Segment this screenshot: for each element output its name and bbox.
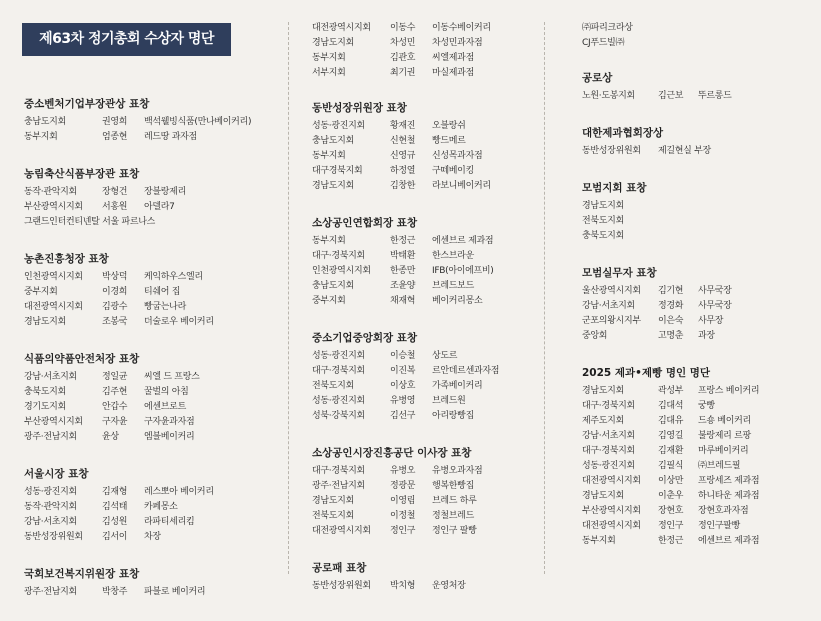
person-name: 김서이	[102, 532, 128, 542]
branch-name: 대전광역시지회	[24, 302, 83, 312]
awardee-row	[24, 370, 284, 385]
business-name: 오블랑쉬	[432, 121, 466, 131]
section-title: 2025 제과•제빵 명인 명단	[582, 367, 711, 379]
awardee-row	[312, 134, 542, 149]
person-name: 서홍원	[102, 202, 128, 212]
person-name: 김기현	[658, 286, 684, 296]
section-title: 공로패 표창	[312, 562, 367, 574]
section-title: 식품의약품안전처장 표창	[24, 353, 140, 365]
branch-name: 전북도지회	[312, 511, 354, 521]
business-name: 프랑스 베이커리	[698, 386, 760, 396]
awardee-row	[24, 530, 284, 545]
branch-name: 동작·관악지회	[24, 187, 77, 197]
awardee-row	[312, 409, 542, 424]
branch-name: 중부지회	[24, 287, 58, 297]
branch-name: 대전광역시지회	[312, 526, 371, 536]
branch-name: 동부지회	[582, 536, 616, 546]
person-name: 정인구	[658, 521, 684, 531]
branch-name: 성동·광진지회	[312, 396, 365, 406]
business-name: 케익하우스엘리	[144, 272, 203, 282]
business-name: 행복한빵집	[432, 481, 474, 491]
business-name: 레드땅 과자점	[144, 132, 197, 142]
branch-name: 광주·전남지회	[312, 481, 365, 491]
business-name: 구떼베이킹	[432, 166, 474, 176]
awardee-row	[312, 264, 542, 279]
person-name: 이승철	[390, 351, 416, 361]
business-name: IFB(아이에프비)	[432, 266, 494, 276]
person-name: 조윤양	[390, 281, 416, 291]
business-name: 정철브레드	[432, 511, 474, 521]
branch-name: 대구·경북지회	[312, 466, 365, 476]
awardee-row	[312, 379, 542, 394]
person-name: 김주현	[102, 387, 128, 397]
branch-name: 충남도지회	[312, 281, 354, 291]
business-name: 사무국장	[698, 301, 732, 311]
branch-name: 대전광역시지회	[582, 476, 641, 486]
branch-name: 대전광역시지회	[582, 521, 641, 531]
person-name: 김영길	[658, 431, 684, 441]
awardee-row	[312, 364, 542, 379]
award-section	[312, 21, 542, 81]
business-name: 베이커리몽소	[432, 296, 483, 306]
branch-name: 충북도지회	[24, 387, 66, 397]
person-name: 한정근	[390, 236, 416, 246]
person-name: 김근보	[658, 91, 684, 101]
branch-name: 대구·경북지회	[582, 446, 635, 456]
award-section	[582, 265, 818, 344]
award-column-2	[312, 21, 542, 615]
branch-name: 동부지회	[312, 151, 346, 161]
award-column-1	[24, 96, 284, 621]
awardee-row	[312, 249, 542, 264]
branch-name: 중앙회	[582, 331, 608, 341]
business-name: 더술로우 베이커리	[144, 317, 214, 327]
award-column-3	[582, 21, 818, 570]
section-title: 동반성장위원장 표창	[312, 102, 407, 114]
person-name: 김광수	[102, 302, 128, 312]
section-title: 중소벤처기업부장관상 표창	[24, 98, 150, 110]
awardee-row	[24, 270, 284, 285]
awardee-row	[582, 519, 818, 534]
section-title: 모범지회 표창	[582, 182, 647, 194]
person-name: 이상호	[390, 381, 416, 391]
section-title: 공로상	[582, 72, 613, 84]
branch-name: 전북도지회	[582, 216, 624, 226]
business-name: 장블랑제리	[144, 187, 186, 197]
award-section	[312, 560, 542, 594]
person-name: 제길현실 부장	[658, 146, 711, 156]
awardee-row	[312, 51, 542, 66]
section-title: 소상공인연합회장 표창	[312, 217, 418, 229]
branch-name: 중부지회	[312, 296, 346, 306]
business-name: 티쉐어 집	[144, 287, 181, 297]
business-name: 에센브르 제과점	[698, 536, 760, 546]
person-name: 박태환	[390, 251, 416, 261]
person-name: 김성원	[102, 517, 128, 527]
section-title: 중소기업중앙회장 표창	[312, 332, 418, 344]
person-name: 유병영	[390, 396, 416, 406]
awardee-row	[312, 164, 542, 179]
person-name: 신현철	[390, 136, 416, 146]
person-name: 곽성부	[658, 386, 684, 396]
awardee-row	[582, 474, 818, 489]
business-name: 사무장	[698, 316, 724, 326]
awardee-row	[312, 234, 542, 249]
awardee-row	[24, 185, 284, 200]
branch-name: 대구경북지회	[312, 166, 363, 176]
business-name: 라보니베이커리	[432, 181, 491, 191]
business-name: 마실제과점	[432, 68, 474, 78]
branch-name: 광주·전남지회	[24, 587, 77, 597]
awardee-row	[582, 414, 818, 429]
business-name: 파블로 베이커리	[144, 587, 206, 597]
business-name: 씨엘제과점	[432, 53, 474, 63]
awardee-row	[24, 285, 284, 300]
business-name: 상도르	[432, 351, 458, 361]
branch-name: 동부지회	[312, 236, 346, 246]
person-name: 김대석	[658, 401, 684, 411]
awardee-row	[582, 429, 818, 444]
person-name: 장현호	[658, 506, 684, 516]
awardee-row	[582, 399, 818, 414]
person-name: 이영림	[390, 496, 416, 506]
awardee-row	[24, 500, 284, 515]
branch-name: 그랜드인터컨티넨탈 서울 파르나스	[24, 217, 156, 227]
branch-name: 동작·관악지회	[24, 502, 77, 512]
awardee-row	[312, 279, 542, 294]
business-name: 에센브르 제과점	[432, 236, 494, 246]
person-name: 이은숙	[658, 316, 684, 326]
person-name: 김관호	[390, 53, 416, 63]
awardee-row	[582, 284, 818, 299]
branch-name: 충남도지회	[24, 117, 66, 127]
section-title: 소상공인시장진흥공단 이사장 표창	[312, 447, 472, 459]
award-section	[312, 100, 542, 194]
business-name: 브레드 하루	[432, 496, 477, 506]
person-name: 한종만	[390, 266, 416, 276]
awardee-row	[312, 119, 542, 134]
branch-name: 대구·경북지회	[582, 401, 635, 411]
business-name: 유병오과자점	[432, 466, 483, 476]
branch-name: 인천광역시지회	[24, 272, 83, 282]
award-section	[582, 21, 818, 51]
branch-name: 전북도지회	[312, 381, 354, 391]
section-title: 서울시장 표창	[24, 468, 89, 480]
awardee-row	[582, 89, 818, 104]
awardee-row	[582, 36, 818, 51]
business-name: 아리랑빵집	[432, 411, 474, 421]
awardee-row	[582, 144, 818, 159]
branch-name: 경남도지회	[312, 496, 354, 506]
branch-name: 부산광역시지회	[582, 506, 641, 516]
person-name: 이춘우	[658, 491, 684, 501]
award-section	[24, 466, 284, 545]
business-name: 르안데르센과자점	[432, 366, 500, 376]
award-section	[312, 215, 542, 309]
business-name: 빵굽는나라	[144, 302, 186, 312]
person-name: 이경희	[102, 287, 128, 297]
business-name: 프랑세즈 제과점	[698, 476, 760, 486]
business-name: 정인구팔빵	[698, 521, 740, 531]
person-name: 한정근	[658, 536, 684, 546]
person-name: 채재혁	[390, 296, 416, 306]
person-name: 정인구	[390, 526, 416, 536]
business-name: 마루베이커리	[698, 446, 749, 456]
person-name: 이진복	[390, 366, 416, 376]
award-section	[582, 365, 818, 549]
business-name: 장현호과자점	[698, 506, 749, 516]
awardee-row	[582, 534, 818, 549]
business-name: 브레드보드	[432, 281, 474, 291]
awardee-row	[582, 314, 818, 329]
branch-name: 강남·서초지회	[24, 517, 77, 527]
branch-name: CJ푸드빌㈜	[582, 38, 625, 48]
awardee-row	[312, 494, 542, 509]
branch-name: 경남도지회	[582, 386, 624, 396]
business-name: 궁빵	[698, 401, 715, 411]
awardee-row	[24, 515, 284, 530]
awardee-row	[312, 394, 542, 409]
branch-name: 인천광역시지회	[312, 266, 371, 276]
awardee-row	[24, 200, 284, 215]
business-name: 정인구 팔빵	[432, 526, 477, 536]
award-section	[582, 125, 818, 159]
award-section	[582, 70, 818, 104]
awardee-row	[582, 214, 818, 229]
business-name: 씨엘 드 프랑스	[144, 372, 200, 382]
awardee-row	[312, 36, 542, 51]
person-name: 신영규	[390, 151, 416, 161]
column-divider	[544, 22, 545, 574]
awardee-row	[24, 485, 284, 500]
person-name: 장형건	[102, 187, 128, 197]
branch-name: 동반성장위원회	[24, 532, 83, 542]
awardee-row	[24, 115, 284, 130]
branch-name: 부산광역시지회	[24, 417, 83, 427]
business-name: 엠블베이커리	[144, 432, 195, 442]
branch-name: 강남·서초지회	[24, 372, 77, 382]
business-name: 가족베이커리	[432, 381, 483, 391]
branch-name: 강남·서초지회	[582, 431, 635, 441]
branch-name: 성동·광진지회	[24, 487, 77, 497]
awardee-row	[582, 504, 818, 519]
awardee-row	[312, 179, 542, 194]
awardee-row	[582, 489, 818, 504]
branch-name: 대구·경북지회	[312, 366, 365, 376]
branch-name: 성북·강북지회	[312, 411, 365, 421]
awardee-row	[582, 329, 818, 344]
business-name: 이동수베이커리	[432, 23, 491, 33]
branch-name: 동반성장위원회	[312, 581, 371, 591]
award-section	[312, 445, 542, 539]
awardee-row	[312, 349, 542, 364]
awardee-row	[582, 199, 818, 214]
business-name: 뚜르롱드	[698, 91, 732, 101]
awardee-row	[312, 524, 542, 539]
person-name: 박치형	[390, 581, 416, 591]
branch-name: 경기도지회	[24, 402, 66, 412]
business-name: 백석웰빙식품(만나베이커리)	[144, 117, 252, 127]
branch-name: 군포의왕시지부	[582, 316, 641, 326]
branch-name: 부산광역시지회	[24, 202, 83, 212]
business-name: 꿀벌의 아침	[144, 387, 189, 397]
page-title: 제63차 정기총회 수상자 명단	[22, 23, 231, 56]
business-name: 차장	[144, 532, 161, 542]
awardee-row	[24, 430, 284, 445]
person-name: 정경화	[658, 301, 684, 311]
section-title: 국회보건복지위원장 표창	[24, 568, 140, 580]
awardee-row	[582, 459, 818, 474]
branch-name: 경남도지회	[582, 491, 624, 501]
section-title: 농림축산식품부장관 표창	[24, 168, 140, 180]
person-name: 정일균	[102, 372, 128, 382]
person-name: 이동수	[390, 23, 416, 33]
person-name: 김창한	[390, 181, 416, 191]
award-section	[24, 96, 284, 145]
award-section	[312, 330, 542, 424]
awardee-row	[312, 479, 542, 494]
award-section	[24, 251, 284, 330]
person-name: 박상덕	[102, 272, 128, 282]
person-name: 이상만	[658, 476, 684, 486]
business-name: 드숑 베이커리	[698, 416, 751, 426]
awardee-row	[582, 21, 818, 36]
business-name: ㈜브레드필	[698, 461, 741, 471]
person-name: 고명춘	[658, 331, 684, 341]
award-section	[582, 180, 818, 244]
branch-name: 경남도지회	[312, 181, 354, 191]
person-name: 차성민	[390, 38, 416, 48]
awardee-row	[312, 66, 542, 81]
awardee-row	[312, 149, 542, 164]
person-name: 구자윤	[102, 417, 128, 427]
award-section	[24, 566, 284, 600]
business-name: 라파티세리킴	[144, 517, 195, 527]
business-name: 운영처장	[432, 581, 466, 591]
person-name: 김선구	[390, 411, 416, 421]
branch-name: 노원·도봉지회	[582, 91, 635, 101]
branch-name: 동부지회	[312, 53, 346, 63]
awardee-row	[24, 400, 284, 415]
person-name: 박창주	[102, 587, 128, 597]
awardee-row	[312, 509, 542, 524]
awardee-row	[312, 579, 542, 594]
award-section	[24, 351, 284, 445]
awardee-row	[312, 294, 542, 309]
branch-name: 경남도지회	[582, 201, 624, 211]
person-name: 안갑수	[102, 402, 128, 412]
awardee-row	[312, 21, 542, 36]
branch-name: 대구·경북지회	[312, 251, 365, 261]
awardee-row	[24, 215, 284, 230]
business-name: 에센브로트	[144, 402, 186, 412]
awardee-row	[24, 385, 284, 400]
awardee-row	[312, 464, 542, 479]
business-name: 한스브라운	[432, 251, 474, 261]
business-name: 빵드메르	[432, 136, 466, 146]
branch-name: 대전광역시지회	[312, 23, 371, 33]
business-name: 차성민과자점	[432, 38, 483, 48]
section-title: 모범실무자 표창	[582, 267, 657, 279]
awardee-row	[24, 315, 284, 330]
person-name: 엄종현	[102, 132, 128, 142]
section-title: 농촌진흥청장 표창	[24, 253, 109, 265]
awardee-row	[24, 300, 284, 315]
branch-name: 경남도지회	[312, 38, 354, 48]
business-name: 레스뽀아 베이커리	[144, 487, 214, 497]
person-name: 이정철	[390, 511, 416, 521]
awardee-row	[582, 229, 818, 244]
branch-name: 경남도지회	[24, 317, 66, 327]
person-name: 김재환	[658, 446, 684, 456]
business-name: 구자윤과자점	[144, 417, 195, 427]
person-name: 김대유	[658, 416, 684, 426]
person-name: 윤상	[102, 432, 119, 442]
person-name: 권영희	[102, 117, 128, 127]
awardee-row	[582, 299, 818, 314]
column-divider	[288, 22, 289, 574]
business-name: 하니타운 제과점	[698, 491, 760, 501]
award-section	[24, 166, 284, 230]
business-name: 브레드원	[432, 396, 466, 406]
section-title: 대한제과협회장상	[582, 127, 664, 139]
branch-name: 동반성장위원회	[582, 146, 641, 156]
awardee-row	[24, 415, 284, 430]
branch-name: 성동·광진지회	[312, 351, 365, 361]
person-name: 황재진	[390, 121, 416, 131]
awardee-row	[582, 444, 818, 459]
business-name: 신성목과자점	[432, 151, 483, 161]
awardee-row	[582, 384, 818, 399]
person-name: 조봉국	[102, 317, 128, 327]
person-name: 김석태	[102, 502, 128, 512]
person-name: 하정열	[390, 166, 416, 176]
branch-name: 울산광역시지회	[582, 286, 641, 296]
branch-name: 성동·광진지회	[312, 121, 365, 131]
person-name: 유병오	[390, 466, 416, 476]
branch-name: 충북도지회	[582, 231, 624, 241]
branch-name: 제주도지회	[582, 416, 624, 426]
business-name: 아델라7	[144, 202, 175, 212]
person-name: 최기권	[390, 68, 416, 78]
branch-name: 성동·광진지회	[582, 461, 635, 471]
person-name: 김필식	[658, 461, 684, 471]
business-name: 카페몽소	[144, 502, 178, 512]
person-name: 김재형	[102, 487, 128, 497]
branch-name: ㈜파리크라상	[582, 23, 633, 33]
branch-name: 광주·전남지회	[24, 432, 77, 442]
branch-name: 동부지회	[24, 132, 58, 142]
branch-name: 강남·서초지회	[582, 301, 635, 311]
person-name: 정광문	[390, 481, 416, 491]
business-name: 사무국장	[698, 286, 732, 296]
business-name: 불랑제리 르팡	[698, 431, 751, 441]
branch-name: 충남도지회	[312, 136, 354, 146]
branch-name: 서부지회	[312, 68, 346, 78]
awardee-row	[24, 130, 284, 145]
business-name: 과장	[698, 331, 715, 341]
